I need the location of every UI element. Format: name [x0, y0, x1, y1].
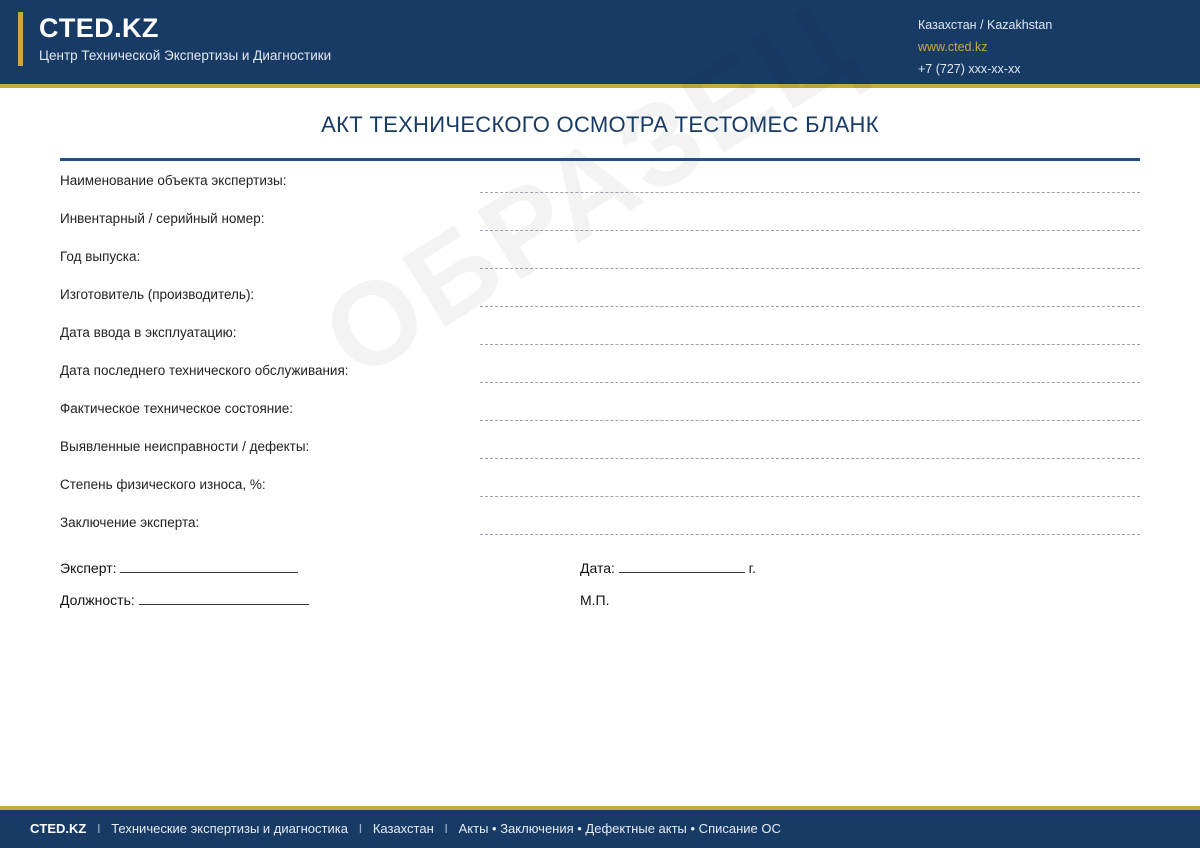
- field-label: Изготовитель (производитель):: [60, 287, 255, 302]
- page-footer: [0, 806, 1200, 848]
- brand-subtitle: Центр Технической Экспертизы и Диагностики: [39, 48, 332, 63]
- form-row: [60, 170, 1140, 208]
- contact-website-link[interactable]: www.cted.kz: [918, 40, 988, 54]
- form-row: [60, 474, 1140, 512]
- form-row: [60, 322, 1140, 360]
- signature-block: [60, 560, 1140, 624]
- footer-separator-2: I: [358, 821, 363, 836]
- form-fields: [60, 170, 1140, 550]
- stamp-placeholder: [580, 592, 610, 608]
- field-input-line[interactable]: [480, 458, 1140, 459]
- field-label: Наименование объекта экспертизы:: [60, 173, 287, 188]
- form-row: [60, 284, 1140, 322]
- form-row: [60, 208, 1140, 246]
- signature-row-expert: [60, 560, 1140, 592]
- footer-services: Технические экспертизы и диагностика: [111, 821, 348, 836]
- field-label: Выявленные неисправности / дефекты:: [60, 439, 310, 454]
- position-field: [60, 592, 309, 608]
- form-row: [60, 360, 1140, 398]
- footer-country: Казахстан: [372, 821, 434, 836]
- footer-separator-3: I: [444, 821, 448, 836]
- field-label: Год выпуска:: [60, 249, 141, 264]
- brand-block: [18, 12, 331, 66]
- footer-brand: CTED.KZ: [30, 821, 87, 836]
- footer-separator-1: I: [96, 821, 101, 836]
- position-input-line[interactable]: [139, 592, 309, 605]
- expert-signature-line[interactable]: [120, 560, 298, 573]
- footer-content: [30, 810, 781, 848]
- field-input-line[interactable]: [480, 534, 1140, 535]
- field-label: Фактическое техническое состояние:: [60, 401, 294, 416]
- field-label: Инвентарный / серийный номер:: [60, 211, 265, 226]
- field-label: Заключение эксперта:: [60, 515, 200, 530]
- footer-documents: Акты • Заключения • Дефектные акты • Списание ОС: [458, 821, 781, 836]
- field-input-line[interactable]: [480, 420, 1140, 421]
- document-title: АКТ ТЕХНИЧЕСКОГО ОСМОТРА ТЕСТОМЕС БЛАНК: [321, 112, 879, 137]
- signature-row-position: [60, 592, 1140, 624]
- date-label: Дата:: [580, 560, 615, 576]
- field-input-line[interactable]: [480, 192, 1140, 193]
- field-label: Дата ввода в эксплуатацию:: [60, 325, 237, 340]
- field-label: Степень физического износа, %:: [60, 477, 266, 492]
- expert-field: [60, 560, 298, 576]
- stamp-label: М.П.: [580, 592, 610, 608]
- form-row: [60, 436, 1140, 474]
- title-divider: [60, 158, 1140, 161]
- header-contacts: [918, 14, 1178, 80]
- brand-title: CTED.KZ: [39, 13, 159, 43]
- position-label: Должность:: [60, 592, 135, 608]
- form-row: [60, 512, 1140, 550]
- form-row: [60, 398, 1140, 436]
- page-header: [0, 0, 1200, 88]
- expert-label: Эксперт:: [60, 560, 117, 576]
- field-input-line[interactable]: [480, 230, 1140, 231]
- field-input-line[interactable]: [480, 382, 1140, 383]
- field-input-line[interactable]: [480, 268, 1140, 269]
- form-row: [60, 246, 1140, 284]
- date-suffix: г.: [748, 560, 756, 576]
- contact-country: Казахстан / Kazakhstan: [918, 18, 1053, 32]
- contact-phone: +7 (727) xxx-xx-xx: [918, 62, 1021, 76]
- field-input-line[interactable]: [480, 496, 1140, 497]
- date-field: [580, 560, 756, 576]
- date-input-line[interactable]: [619, 560, 745, 573]
- field-input-line[interactable]: [480, 306, 1140, 307]
- field-label: Дата последнего технического обслуживания:: [60, 363, 349, 378]
- field-input-line[interactable]: [480, 344, 1140, 345]
